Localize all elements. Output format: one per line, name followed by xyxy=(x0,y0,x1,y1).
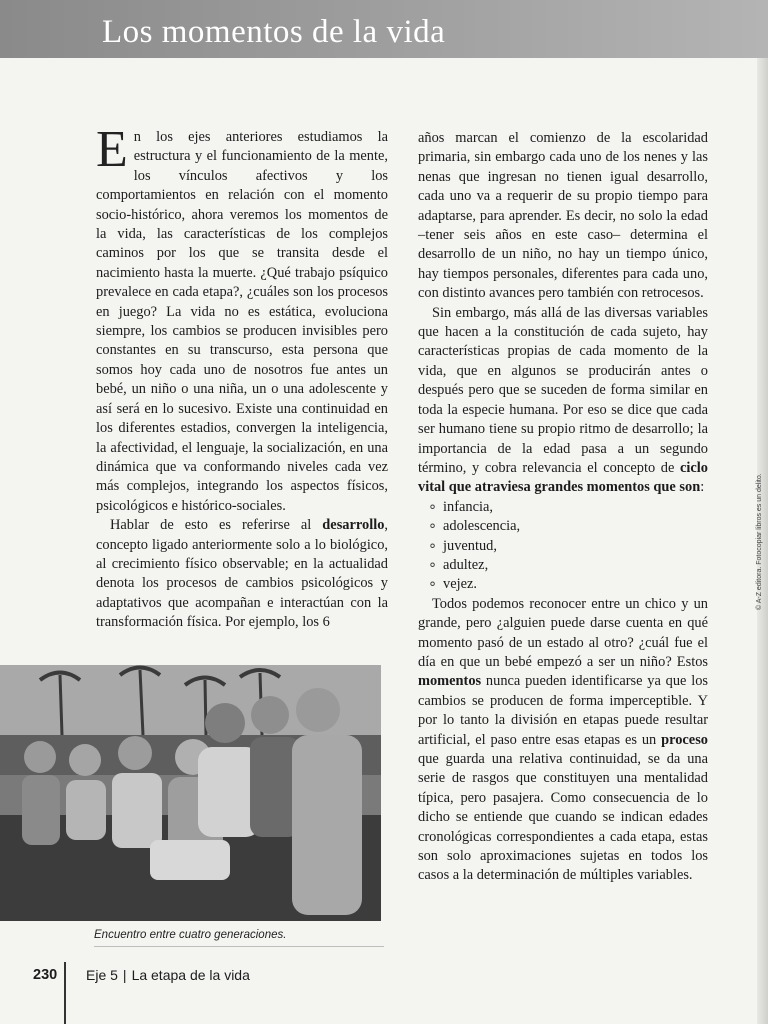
moments-text-c: que guarda una relativa continuidad, se da una serie de rasgos que constituyen una mentalidad típica, pero pasajera. Como consecuencia de lo dicho se entiende que cuando se indican edades cronológicas correspondientes a cada etapa, estas son solo aproximaciones sujetas en todos los casos a la determinación de múltiples variables. xyxy=(418,751,708,884)
moments-term: momentos xyxy=(418,673,482,690)
life-stage-item: ∘ juventud, xyxy=(428,537,708,556)
intro-paragraph xyxy=(96,121,388,516)
moments-text-b: nunca pueden identificarse ya que los cambios se producen de forma imperceptible. Y por lo tanto la división en etapas puede resultar artificial, el paso entre esas etapas es un xyxy=(418,673,708,748)
left-column xyxy=(96,121,388,633)
footer-separator: | xyxy=(122,967,127,983)
family-photo-illustration xyxy=(0,665,381,921)
development-term: desarrollo xyxy=(322,517,385,534)
moments-text-a: Todos podemos reconocer entre un chico y un grande, pero ¿alguien puede darse cuenta en qué momento pasó de un estado al otro? ¿cuál fue el día en que un bebé empezó a ser un niño? Estos xyxy=(418,595,708,670)
photo-caption: Encuentro entre cuatro generaciones. xyxy=(94,929,287,941)
development-text-end: , concepto ligado anteriormente solo a lo biológico, al crecimiento físico observable; en la actualidad denota los procesos de cambios psicológicos y adaptativos que acompañan e interactúan con la transformación física. Por ejemplo, los 6 xyxy=(96,517,388,631)
life-cycle-text-start: Sin embargo, más allá de las diversas variables que hacen a la constitución de cada sujeto, hay características propias de cada momento de la vida, que en algunos se producirán antes o después pero que se suceden de forma similar en toda la especie humana. Por eso se dice que cada ser humano tiene su propio ritmo de desarrollo; la importancia de la edad pasa a un segundo término, y cobra relevancia el concepto de xyxy=(418,304,708,476)
life-cycle-text-end: : xyxy=(700,479,705,496)
development-text-start: Hablar de esto es referirse al xyxy=(110,517,323,534)
header-bar xyxy=(0,0,768,58)
schooling-paragraph: años marcan el comienzo de la escolaridad primaria, sin embargo cada uno de los nenes y las nenas que ingresan no tienen igual desarrollo, cada uno va a requerir de su propio tiempo para adaptarse, para aprender. Es decir, no solo la edad –tener seis años en este caso– determina el desarrollo de un niño, no hay un tiempo único, hay tiempos personales, diferentes para cada uno, con distinto avances pero también con retrocesos. xyxy=(418,130,708,302)
drop-cap: E xyxy=(96,121,128,178)
moments-paragraph xyxy=(418,595,708,886)
life-stage-item: ∘ vejez. xyxy=(428,575,708,594)
copyright-note xyxy=(744,412,763,612)
footer-section: Eje 5 xyxy=(86,967,118,983)
copyright-text: © A-Z editora. Fotocopiar libros es un delito. xyxy=(756,473,763,610)
page-number: 230 xyxy=(33,967,58,983)
caption-divider xyxy=(94,946,384,947)
family-photo xyxy=(0,665,381,921)
footer-divider xyxy=(64,962,66,1024)
right-column xyxy=(418,129,708,886)
footer-chapter: La etapa de la vida xyxy=(131,967,250,983)
running-footer xyxy=(86,967,250,983)
life-stage-item: ∘ infancia, xyxy=(428,498,708,517)
life-stage-item: ∘ adultez, xyxy=(428,556,708,575)
life-cycle-paragraph xyxy=(418,304,708,498)
process-term: proceso xyxy=(661,731,708,748)
life-stage-item: ∘ adolescencia, xyxy=(428,517,708,536)
development-paragraph xyxy=(96,516,388,632)
life-stages-list xyxy=(418,498,708,595)
page-title: Los momentos de la vida xyxy=(102,14,446,50)
intro-text: n los ejes anteriores estudiamos la estructura y el funcionamiento de la mente, los vínculos afectivos y los comportamientos en relación con el momento socio-histórico, ahora veremos los momentos de la vida, las características de los complejos caminos por los que se transita desde el nacimiento hasta la muerte. ¿Qué trabajo psíquico prevalece en cada etapa?, ¿cuáles son los procesos en juego? La vida no es estática, evoluciona siempre, los cambios se producen invisibles pero constantes en su transcurso, esta persona que somos hoy cada uno de nosotros fue antes un bebé, un niño o una niña, un o una adolescente y así será en lo sucesivo. Existe una continuidad en los diferentes estadios, convergen la inteligencia, la afectividad, el lenguaje, la socialización, en una dinámica que va conformando niveles cada vez más complejos, integrando los aspectos físicos, psicológicos e histórico-sociales. xyxy=(96,129,388,514)
life-cycle-term: ciclo vital que atraviesa grandes momentos que son xyxy=(418,459,708,496)
